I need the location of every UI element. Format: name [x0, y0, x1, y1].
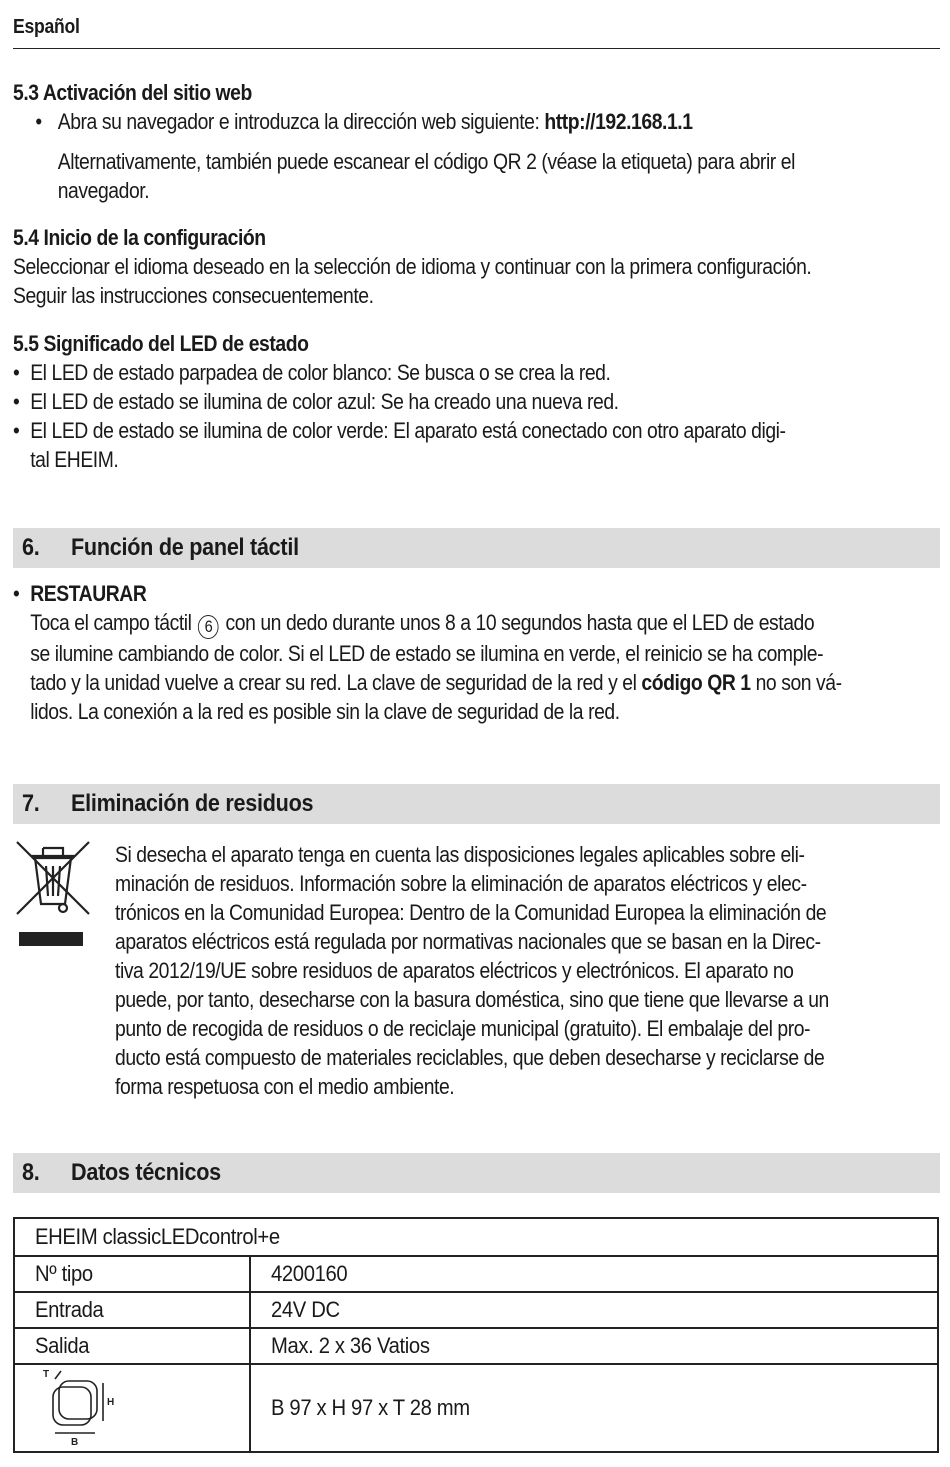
section-7-heading: 7. Eliminación de residuos: [13, 784, 940, 824]
section-5-3-title: 5.3 Activación del sitio web: [13, 80, 252, 105]
technical-data-table: [13, 1217, 939, 1453]
svg-text:H: H: [107, 1397, 114, 1408]
table-title: EHEIM classicLEDcontrol+e: [35, 1224, 280, 1249]
svg-text:B: B: [71, 1437, 78, 1445]
section-5-5-title: 5.5 Significado del LED de estado: [13, 331, 309, 356]
table-row: Nº tipo 4200160: [14, 1256, 938, 1292]
section-5-4: 5.4 Inicio de la configuración Seleccionar el idioma deseado en la selección de idioma y continuar con la primera configuración. Seguir las instrucciones consecuentemente.: [13, 223, 940, 310]
section-7-body: Si desecha el aparato tenga en cuenta las disposiciones legales aplicables sobre eli- minación de residuos. Información sobre la eliminación de aparatos eléctricos y elec- trónicos en la Comunidad Europea: Dentro de la Comunidad Europea la eliminación de aparatos eléctricos está regulada por normativas nacionales que se basan en la Direc- tiva 2012/19/UE sobre residuos de aparatos eléctricos y electrónicos. El aparato no puede, por tanto, desecharse con la basura doméstica, sino que tiene que llevarse a un punto de recogida de residuos o de reciclaje municipal (gratuito). El embalaje del pro- ducto está compuesto de materiales reciclables, que deben desecharse y reciclarse de forma respetuosa con el medio ambiente.: [115, 842, 829, 1099]
dimensions-value: B 97 x H 97 x T 28 mm: [271, 1395, 470, 1420]
section-8-heading: 8. Datos técnicos: [13, 1153, 940, 1193]
list-item: • Abra su navegador e introduzca la dirección web siguiente: http://192.168.1.1: [13, 107, 940, 136]
web-address: http://192.168.1.1: [544, 109, 693, 134]
header-rule: [13, 48, 940, 49]
svg-text:T: T: [43, 1369, 49, 1380]
touch-field-marker: 6: [198, 615, 219, 639]
alternative-text: Alternativamente, también puede escanear el código QR 2 (véase la etiqueta) para abrir el navegador.: [57, 149, 795, 203]
list-item: • El LED de estado se ilumina de color verde: El aparato está conectado con otro aparato digi- tal EHEIM.: [13, 416, 940, 474]
reset-title: RESTAURAR: [30, 581, 147, 606]
list-item: • RESTAURAR Toca el campo táctil 6 con un dedo durante unos 8 a 10 segundos hasta que el LED de estado se ilumine cambiando de color. Si el LED de estado se ilumina en verde, el reinicio se ha comple- tado y la unidad vuelve a crear su red. La clave de seguridad de la red y el código QR 1 no son vá- lidos. La conexión a la red es posible sin la clave de seguridad de la red.: [13, 579, 940, 726]
table-row: Entrada 24V DC: [14, 1292, 938, 1328]
list-item: • El LED de estado parpadea de color blanco: Se busca o se crea la red.: [13, 358, 940, 387]
table-row: Salida Max. 2 x 36 Vatios: [14, 1328, 938, 1364]
language-header: Español: [13, 16, 80, 38]
dimensions-icon: [39, 1365, 129, 1445]
table-row: [14, 1364, 938, 1452]
list-item: • El LED de estado se ilumina de color azul: Se ha creado una nueva red.: [13, 387, 940, 416]
section-5-4-title: 5.4 Inicio de la configuración: [13, 225, 266, 250]
section-5-3: [13, 78, 940, 205]
table-row: [14, 1218, 938, 1256]
manual-page: [13, 0, 940, 1445]
section-5-5: [13, 329, 940, 474]
section-6-heading: 6. Función de panel táctil: [13, 528, 940, 568]
section-6-body: [13, 579, 940, 726]
crossed-out-wheelie-bin-icon: [13, 838, 93, 953]
